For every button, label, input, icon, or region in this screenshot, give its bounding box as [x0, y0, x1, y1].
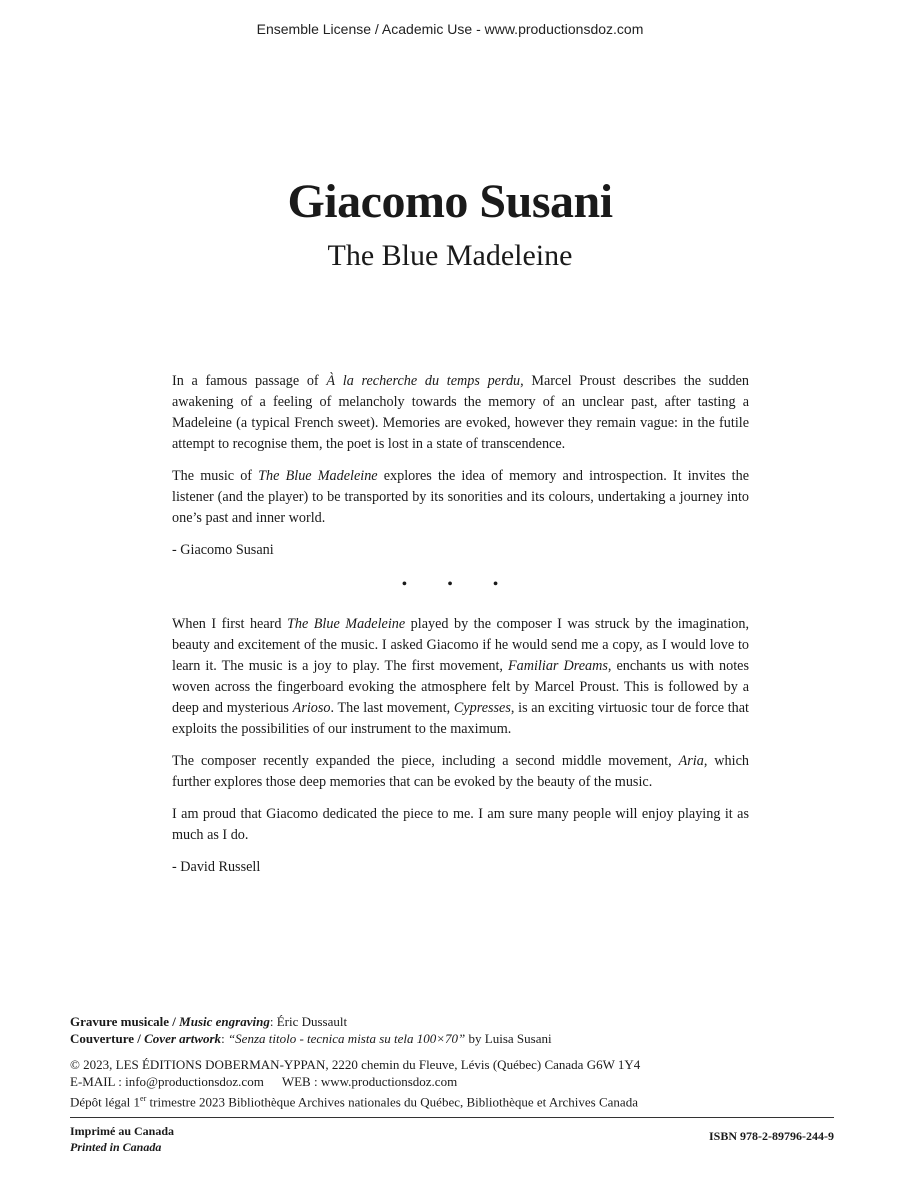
cover-title: “Senza titolo - tecnica mista su tela 100×70” — [227, 1031, 466, 1046]
copyright-line: © 2023, LES ÉDITIONS DOBERMAN-YPPAN, 2220 chemin du Fleuve, Lévis (Québec) Canada G6W 1Y4 — [70, 1057, 641, 1072]
cover-label-fr: Couverture / — [70, 1031, 145, 1046]
composer-signature: - Giacomo Susani — [172, 542, 274, 558]
legal-deposit-line — [70, 1090, 830, 1110]
composer-note — [172, 371, 749, 572]
ordinal-suffix: er — [140, 1094, 147, 1103]
contact-line — [70, 1073, 830, 1090]
text-span: The music of — [172, 468, 259, 484]
cover-label-en: Cover artwork — [144, 1031, 222, 1046]
text-span: , which further explores those deep memories that can be evoked by the beauty of the music. — [172, 753, 749, 790]
movement-title: Familiar Dreams — [507, 658, 608, 674]
text-span: Dépôt légal 1 — [70, 1094, 141, 1110]
text-span: , is an exciting virtuosic tour de force that exploits the possibilities of our instrument to the maximum. — [172, 700, 749, 737]
proust-title: À la recherche du temps perdu — [326, 373, 521, 389]
movement-title: Arioso — [292, 700, 331, 716]
text-span: In a famous passage of — [172, 373, 327, 389]
performer-note-paragraph-3: I am proud that Giacomo dedicated the piece to me. I am sure many people will enjoy playing it as much as I do. — [172, 806, 749, 843]
web-text: WEB : www.productionsdoz.com — [281, 1074, 458, 1089]
movement-title: Cypresses — [453, 700, 511, 716]
text-span: . The last movement, — [330, 700, 454, 716]
composer-note-paragraph-2 — [172, 466, 749, 529]
section-separator: • • • — [401, 576, 517, 593]
printed-en — [70, 1139, 174, 1155]
work-title-inline: The Blue Madeleine — [258, 468, 378, 484]
text-span: The composer recently expanded the piece, including a second middle movement, — [172, 753, 679, 769]
performer-note — [172, 614, 749, 889]
engraving-value: : Éric Dussault — [269, 1014, 348, 1029]
isbn: ISBN 978-2-89796-244-9 — [709, 1129, 834, 1143]
text-span: , enchants us with notes woven across the fingerboard evoking the atmosphere felt by Marcel Proust. This is followed by a deep and mysterious — [172, 658, 749, 716]
movement-title: Aria — [678, 753, 704, 769]
license-header: Ensemble License / Academic Use - www.productionsdoz.com — [256, 21, 644, 37]
cover-artist: by Luisa Susani — [465, 1031, 552, 1046]
cover-colon: : — [221, 1031, 228, 1046]
work-title-inline: The Blue Madeleine — [286, 616, 406, 632]
printed-en-text: Printed in Canada — [70, 1140, 162, 1154]
performer-note-paragraph-2 — [172, 751, 749, 793]
text-span: , Marcel Proust describes the sudden awakening of a feeling of melancholy towards the memory of an unclear past, after tasting a Madeleine (a typical French sweet). Memories are evoked, however they remain vague: in the futile attempt to recognise them, the poet is lost in a state of transcendence. — [172, 373, 749, 452]
footer-divider — [70, 1117, 834, 1118]
composer-note-paragraph-1 — [172, 371, 749, 455]
text-span: When I first heard — [172, 616, 287, 632]
performer-signature: - David Russell — [172, 859, 261, 875]
engraving-label-en: Music engraving — [179, 1014, 270, 1029]
engraving-credit — [70, 1013, 830, 1030]
engraving-label-fr: Gravure musicale / — [70, 1014, 180, 1029]
printed-fr: Imprimé au Canada — [70, 1124, 175, 1138]
printed-in — [70, 1123, 174, 1155]
work-title: The Blue Madeleine — [327, 239, 573, 272]
credits-block — [70, 1013, 830, 1110]
text-span: explores the idea of memory and introspection. It invites the listener (and the player) to be transported by its sonorities and its colours, undertaking a journey into one’s past and inner world. — [172, 468, 750, 526]
email-text: E-MAIL : info@productionsdoz.com — [70, 1074, 264, 1089]
text-span: trimestre 2023 Bibliothèque Archives nationales du Québec, Bibliothèque et Archives Canada — [146, 1094, 638, 1110]
performer-note-paragraph-1 — [172, 614, 749, 740]
composer-name: Giacomo Susani — [287, 175, 613, 228]
text-span: played by the composer I was struck by the imagination, beauty and excitement of the music. I asked Giacomo if he would send me a copy, as I would love to learn it. The music is a joy to play. The first movement, — [172, 616, 749, 674]
cover-credit — [70, 1030, 830, 1047]
